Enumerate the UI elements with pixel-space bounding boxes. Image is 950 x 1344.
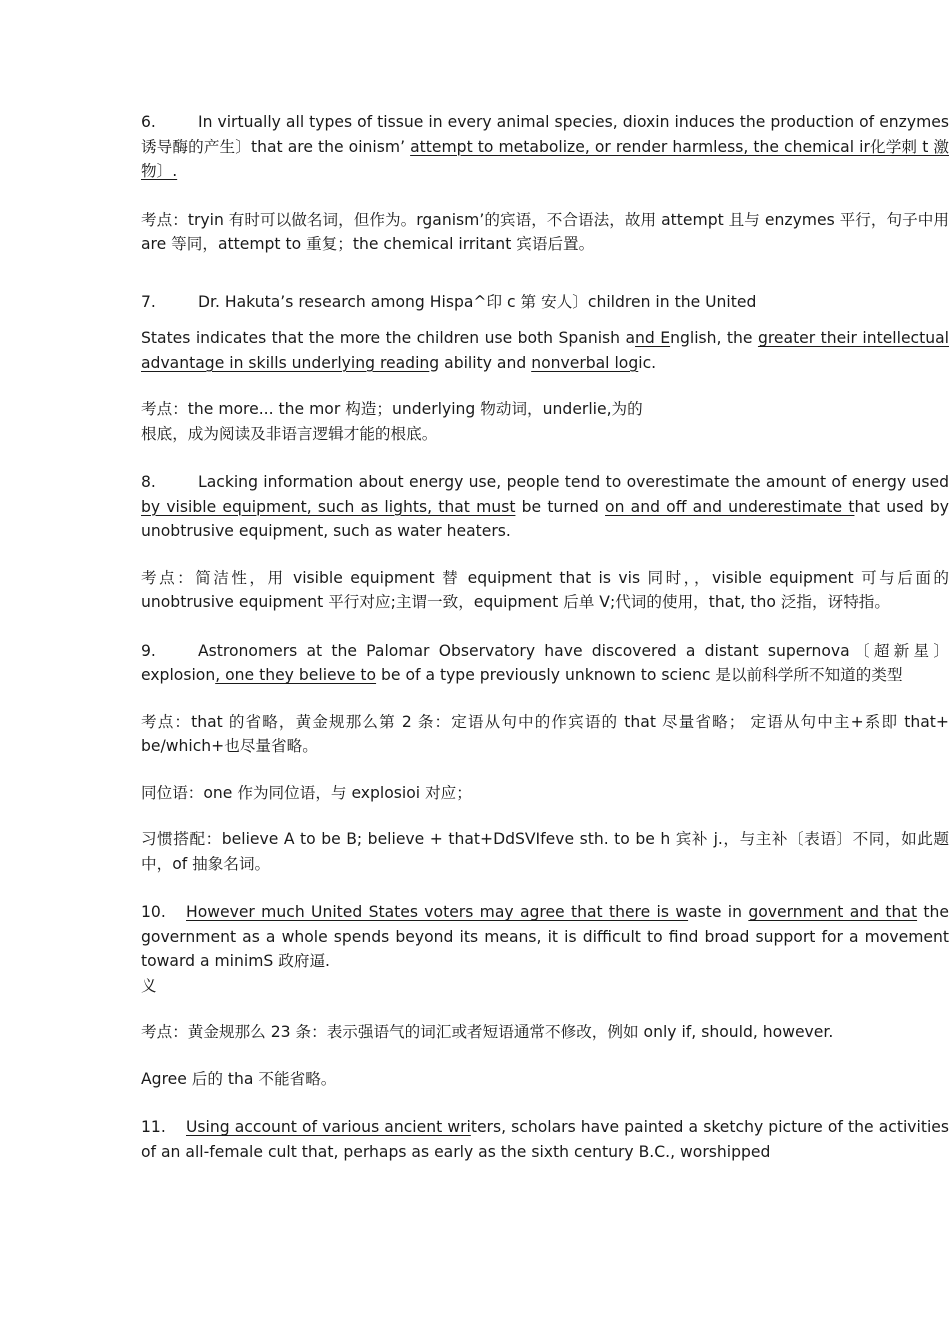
item-7-line-1 [141, 290, 949, 315]
underlined-phrase: government and that [748, 903, 918, 921]
item-9-note-3: 习惯搭配：believe A to be B; believe + that+DdSVIfeve sth. to be h 宾补 j.，与主补〔表语〕不同，如此题中，of 抽象名词。 [141, 830, 949, 873]
item-text: be of a type previously unknown to scienc 是以前科学所不知道的类型 [376, 666, 903, 684]
item-text: hat used by unobtrusive equipment, such as water heaters. [141, 497, 950, 540]
item-7-note-2: 根底，成为阅读及非语言逻辑才能的根底。 [141, 424, 438, 443]
item-7-note-1: 考点：the more... the mor 构造；underlying 物动词，underlie,为的 [141, 400, 643, 418]
item-9-note-2: 同位语：one 作为同位语，与 explosioi 对应； [141, 783, 472, 802]
item-text: aste in [688, 903, 749, 921]
item-number: 10. [141, 903, 166, 921]
item-text: ters, scholars have painted a sketchy picture of the activities of an all-female cult that, perhaps as early as the sixth century B.C., worshipped [141, 1118, 949, 1161]
item-10-note-1: 考点：黄金规那么 23 条：表示强语气的词汇或者短语通常不修改，例如 only if, should, however. [141, 1023, 834, 1041]
item-text: Astronomers at the Palomar Observatory have discovered a distant supernova〔超新星〕explosion [141, 641, 949, 684]
item-number: 6. [141, 113, 156, 131]
underlined-phrase: However much United States voters may agree that there is w [186, 903, 689, 921]
underlined-phrase: nd E [635, 329, 671, 347]
item-6-note: 考点：tryin 有时可以做名词，但作为。rganism’的宾语，不合语法，故用 attempt 且与 enzymes 平行，句子中用 are 等同，attempt to 重复；the chemical irritant 宾语后置。 [141, 210, 949, 253]
item-number: 11. [141, 1118, 166, 1136]
item-text: be turned [515, 497, 606, 516]
item-8-note: 考点：简洁性，用 visible equipment 替 equipment that is vis 同时，，visible equipment 可与后面的 unobtrusive equipment 平行对应;主谓一致，equipment 后单 V;代词的使用，that, tho 泛指，讶特指。 [141, 568, 949, 611]
underlined-phrase: by visible equipment, such as lights, that must [141, 497, 516, 516]
item-text: the government as a whole spends beyond its means, it is difficult to find broad support for a movement toward a minimS 政府逼. [141, 903, 949, 970]
item-text: Dr. Hakuta’s research among Hispa^印 c 第 安人〕children in the United [198, 292, 757, 311]
item-number: 8. [141, 473, 156, 491]
underlined-phrase: Using account of various ancient wri [186, 1118, 471, 1136]
item-number: 7. [141, 292, 156, 311]
item-7 [141, 326, 949, 375]
item-11 [141, 1115, 949, 1164]
item-10-note-2: Agree 后的 tha 不能省略。 [141, 1069, 337, 1088]
item-text: Lacking information about energy use, people tend to overestimate the amount of energy used [198, 473, 949, 491]
underlined-phrase: nonverbal log [531, 353, 639, 372]
underlined-phrase: greater their intellectual advantage in skills underlying readin [141, 329, 950, 372]
underlined-phrase: on and off and underestimate t [605, 497, 855, 516]
item-10-line-tail: 义 [141, 976, 157, 995]
document-page [141, 110, 949, 1164]
item-9 [141, 639, 949, 688]
underlined-phrase: attempt to metabolize, or render harmless, the chemical ir化学刺 t 激物〕. [141, 137, 949, 180]
item-text: In virtually all types of tissue in every animal species, dioxin induces the production of enzymes 诱导酶的产生〕that are the oinism’ [141, 113, 949, 156]
item-8 [141, 470, 949, 544]
item-text: ic. [638, 353, 657, 372]
item-number: 9. [141, 641, 156, 660]
underlined-phrase: , one they believe to [215, 666, 377, 684]
item-text: g ability and [429, 353, 532, 372]
item-text: nglish, the [670, 329, 758, 347]
item-9-note-1: 考点：that 的省略，黄金规那么第 2 条：定语从句中的作宾语的 that 尽量省略； 定语从句中主+系即 that+ be/which+也尽量省略。 [141, 712, 949, 755]
item-6 [141, 110, 949, 184]
item-10 [141, 900, 949, 974]
item-text: States indicates that the more the children use both Spanish a [141, 329, 636, 347]
